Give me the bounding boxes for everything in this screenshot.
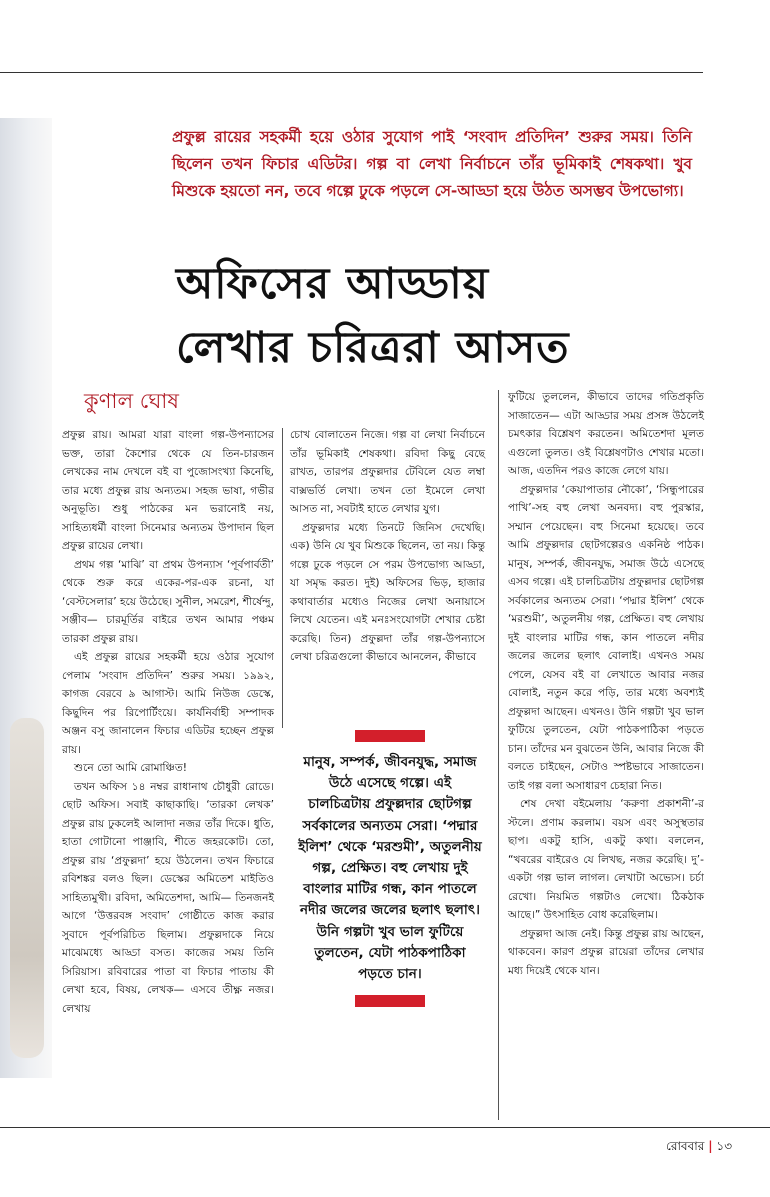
paragraph: প্রথম গল্প ‘মাঝি’ বা প্রথম উপন্যাস ‘পূর্বপার্বতী’ থেকে শুরু করে একের-পর-এক রচনা, যা ‘বেস্টসেলার’ হয়ে উঠেছে। সুনীল, সমরেশ, শীর্ষেন্দু, সঞ্জীব— চারমূর্তির বাইরে তখন আমার পঞ্চম তারকা প্রফুল্ল রায়। — [62, 558, 274, 645]
intro-standfirst: প্রফুল্ল রায়ের সহকর্মী হয়ে ওঠার সুযোগ পাই ‘সংবাদ প্রতিদিন’ শুরুর সময়। তিনি ছিলেন তখন ফিচার এডিটর। গল্প বা লেখা নির্বাচনে তাঁর ভূমিকাই শেষকথা। খুব মিশুকে হয়তো নন, তবে গল্পে ঢুকে পড়লে সে-আড্ডা হয়ে উঠত অসম্ভব উপভোগ্য। — [172, 128, 692, 200]
paragraph: ফুটিয়ে তুললেন, কীভাবে তাদের গতিপ্রকৃতি সাজাতেন— এটা আড্ডার সময় প্রসঙ্গ উঠলেই চমৎকার বিশ্লেষণ করতেন। অমিতেশদা মূলত এগুলো তুলত। ওই বিশ্লেষণটাও শেখার মতো। আজ, এতদিন পরও কাজে লেগে যায়। — [508, 391, 704, 477]
paragraph: শুনে তো আমি রোমাঞ্চিত! — [74, 762, 188, 774]
paragraph: চোখ বোলাতেন নিজে। গল্প বা লেখা নির্বাচনে তাঁর ভূমিকাই শেষকথা। রবিদা কিছু বেছে রাখত, তারপর প্রফুল্লদার টেবিলে যেত লম্বা বাক্সভর্তি লেখা। তখন তো ইমেলে লেখা আসত না, সবটাই হাতে লেখার যুগ। — [290, 429, 485, 515]
page-number: ১৩ — [716, 1139, 732, 1153]
headline-line-1: অফিসের আড্ডায় — [176, 259, 490, 309]
column-1 — [62, 426, 274, 1018]
column-3 — [508, 388, 704, 980]
column-divider — [282, 428, 283, 728]
paragraph: শেষ দেখা বইমেলায় ‘করুণা প্রকাশনী’-র স্টলে। প্রণাম করলাম। বয়স এবং অসুস্থতার ছাপ। একটু হাসি, একটু কথা। বললেন, “খবরের বাইরেও যে লিখছ, নজর করেছি। দু’-একটা গল্প ভাল লাগল। লেখাটা অভ্যেস। চর্চা রেখো। নিয়মিত গল্পটাও লেখো। ঠিকঠাক আছে।” উৎসাহিত বোধ করেছিলাম। — [508, 798, 704, 921]
paragraph: তখন অফিস ১৪ নম্বর রাধানাথ চৌধুরী রোডে। ছোট অফিস। সবাই কাছাকাছি। ‘তারকা লেখক’ প্রফুল্ল রায় ঢুকলেই আলাদা নজর তাঁর দিকে। ধুতি, হাতা গোটানো পাঞ্জাবি, শীতে জহরকোট। তো, প্রফুল্ল রায় ‘প্রফুল্লদা’ হয়ে উঠলেন। তখন ফিচারে রবিশঙ্কর বলও ছিল। ডেস্কের অমিতেশ মাইতিও সাহিত্যমুখী। রবিদা, অমিতেশদা, আমি— তিনজনই আগে ‘উত্তরবঙ্গ সংবাদ’ গোষ্ঠীতে কাজ করার সুবাদে পূর্বপরিচিত ছিলাম। প্রফুল্লদাকে নিয়ে মাঝেমধ্যে আড্ডা বসত। কাজের সময় তিনি সিরিয়াস। রবিবারের পাতা বা ফিচার পাতায় কী লেখা হবে, বিষয়, লেখক— এসবে তীক্ষ্ণ নজর। লেখায় — [62, 780, 274, 1015]
byline: কুণাল ঘোষ — [84, 389, 179, 413]
column-divider — [498, 390, 499, 1120]
headline-line-2: লেখার চরিত্ররা আসত — [176, 323, 570, 373]
pull-quote-bottom-bar — [355, 995, 425, 1007]
paragraph: প্রফুল্ল রায়। আমরা যারা বাংলা গল্প-উপন্যাসের ভক্ত, তারা কৈশোর থেকে যে তিন-চারজন লেখকের নাম দেখলে বই বা পুজোসংখ্যা কিনেছি, তার মধ্যে প্রফুল্ল রায় অন্যতম। সহজ ভাষা, গভীর অনুভূতি। শুধু পাঠকের মন ভরানোই নয়, সাহিত্যধর্মী বাংলা সিনেমার অন্যতম উপাদান ছিল প্রফুল্ল রায়ের লেখা। — [62, 429, 274, 552]
paragraph: প্রফুল্লদার ‘কেয়াপাতার নৌকো’, ‘সিন্ধুপারের পাখি’-সহ বহু লেখা অনবদ্য। বহু পুরস্কার, সম্মান পেয়েছেন। বহু সিনেমা হয়েছে। তবে আমি প্রফুল্লদার ছোটগল্পেরও একনিষ্ঠ পাঠক। মানুষ, সম্পর্ক, জীবনযুদ্ধ, সমাজ উঠে এসেছে এসব গল্পে। এই চালচিত্রটায় প্রফুল্লদার ছোটগল্প সর্বকালের অন্যতম সেরা। ‘পদ্মার ইলিশ’ থেকে ‘মরশুমী’, অতুলনীয় গল্প, প্রেক্ষিত। বহু লেখায় দুই বাংলার মাটির গন্ধ, কান পাতলে নদীর জলের জলের ছলাৎ বোলাই। এখনও সময় পেলে, যেসব বই বা লেখাতে আবার নজর বোলাই, নতুন করে পড়ি, তার মধ্যে অবশ্যই প্রফুল্লদা আছেন। এখনও। উনি গল্পটা খুব ভাল ফুটিয়ে তুলতেন, যেটা পাঠকপাঠিকা পড়তে চান। তাঁদের মন বুঝতেন উনি, আবার নিজে কী বলতে চাইছেন, সেটাও স্পষ্টভাবে সাজাতেন। তাই গল্প বলা অসাধারণ চেহারা নিত। — [508, 483, 704, 792]
column-2 — [290, 426, 485, 667]
pull-quote-text: মানুষ, সম্পর্ক, জীবনযুদ্ধ, সমাজ উঠে এসেছে গল্পে। এই চালচিত্রটায় প্রফুল্লদার ছোটগল্প সর্বকালের অন্যতম সেরা। ‘পদ্মার ইলিশ’ থেকে ‘মরশুমী’, অতুলনীয় গল্প, প্রেক্ষিত। বহু লেখায় দুই বাংলার মাটির গন্ধ, কান পাতলে নদীর জলের জলের ছলাৎ ছলাৎ। উনি গল্পটা খুব ভাল ফুটিয়ে তুলতেন, যেটা পাঠকপাঠিকা পড়তে চান। — [298, 754, 482, 983]
paragraph: এই প্রফুল্ল রায়ের সহকর্মী হয়ে ওঠার সুযোগ পেলাম ‘সংবাদ প্রতিদিন’ শুরুর সময়। ১৯৯২, কাগজ বেরবে ৯ আগাস্ট। আমি নিউজ ডেস্কে, কিছুদিন পর রিপোর্টিংয়ে। কার্যনির্বাহী সম্পাদক অঞ্জন বসু জানালেন ফিচার এডিটর হচ্ছেন প্রফুল্ল রায়। — [62, 651, 274, 756]
bottom-rule — [0, 1127, 770, 1128]
pull-quote-top-bar — [355, 730, 425, 742]
top-rule — [0, 72, 703, 73]
paragraph: প্রফুল্লদার মধ্যে তিনটে জিনিস দেখেছি। এক) উনি যে খুব মিশুকে ছিলেন, তা নয়। কিন্তু গল্পে ঢুকে পড়লে সে পরম উপভোগ্য আড্ডা, যা সমৃদ্ধ করত। দুই) অফিসের ভিড়, হাজার কথাবার্তার মধ্যেও নিজের লেখা অনায়াসে লিখে যেতেন। এই মনঃসংযোগটা শেখার চেষ্টা করেছি। তিন) প্রফুল্লদা তাঁর গল্প-উপন্যাসে লেখা চরিত্রগুলো কীভাবে আনলেন, কীভাবে — [290, 521, 485, 663]
page-folio — [666, 1138, 732, 1158]
section-name: রোববার — [665, 1139, 705, 1153]
paragraph: প্রফুল্লদা আজ নেই। কিন্তু প্রফুল্ল রায় আছেন, থাকবেন। কারণ প্রফুল্ল রায়েরা তাঁদের লেখার মধ্য দিয়েই থেকে যান। — [508, 927, 704, 977]
pull-quote — [296, 730, 484, 1100]
headline — [176, 252, 696, 380]
folio-separator: | — [708, 1139, 713, 1153]
portrait-photo-edge — [0, 118, 52, 1078]
